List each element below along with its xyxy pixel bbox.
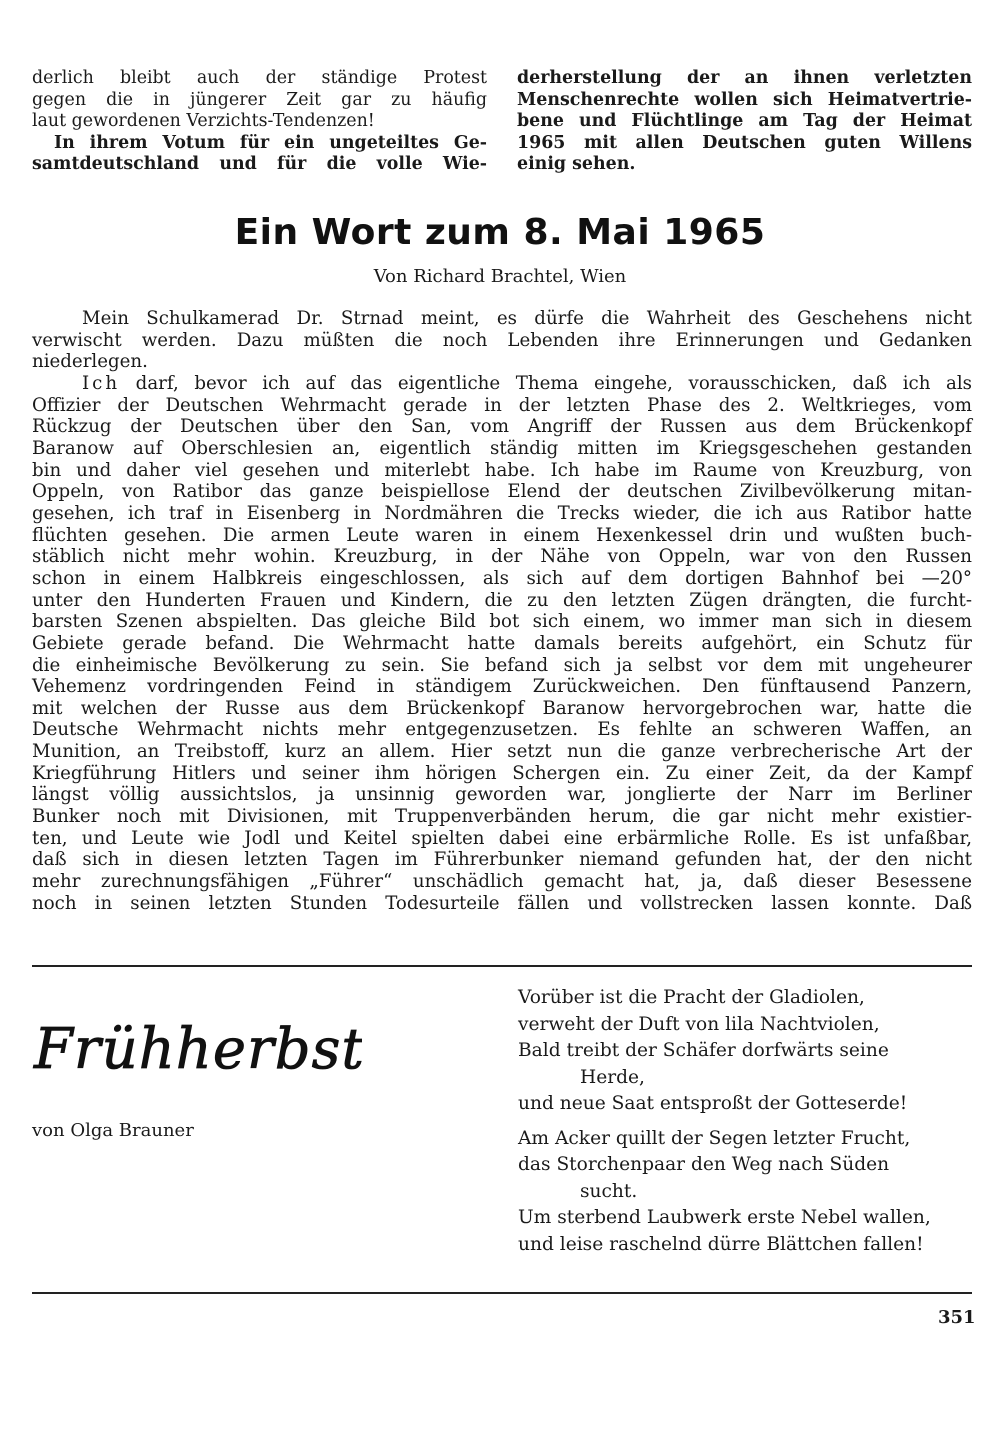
text-run: darf, bevor ich auf das eigentliche Thema eingehe, vorausschicken, daß ich als	[120, 372, 972, 394]
text-line: ten, und Leute wie Jodl und Keitel spielten dabei eine erbärmliche Rolle. Es ist unfaßbar,	[32, 827, 972, 849]
text-line: Mein Schulkamerad Dr. Strnad meint, es dürfe die Wahrheit des Geschehens nicht	[82, 308, 972, 329]
text-line-bold: Menschenrechte wollen sich Heimatvertrie-	[517, 89, 972, 110]
poem-line: und leise raschelnd dürre Blättchen fallen!	[518, 1233, 924, 1255]
poem-line: Um sterbend Laubwerk erste Nebel wallen,	[518, 1207, 931, 1228]
text-line: Munition, an Treibstoff, kurz an allem. Hier setzt nun die ganze verbrecherische Art der	[32, 741, 972, 763]
spaced-word: Ich	[82, 372, 121, 394]
text-line: längst völlig aussichtslos, ja unsinnig geworden war, jonglierte der Narr im Berliner	[32, 784, 972, 806]
text-line: mit welchen der Russe aus dem Brückenkopf Baranow hervorgebrochen war, hatte die	[32, 697, 972, 719]
poem-line: verweht der Duft von lila Nachtviolen,	[518, 1013, 880, 1035]
article-title: Ein Wort zum 8. Mai 1965	[234, 212, 766, 253]
article-byline: Von Richard Brachtel, Wien	[373, 266, 627, 287]
section-divider	[32, 965, 972, 967]
poem-line: Herde,	[580, 1066, 645, 1088]
text-line-bold: samtdeutschland und für die volle Wie-	[32, 154, 487, 175]
text-line: gesehen, ich traf in Eisenberg in Nordmähren die Trecks wieder, die ich aus Ratibor hatte	[32, 502, 972, 524]
poem-line: das Storchenpaar den Weg nach Süden	[518, 1154, 890, 1175]
text-line: schon in einem Halbkreis eingeschlossen, als sich auf dem dortigen Bahnhof bei —20°	[32, 567, 972, 589]
footer-divider	[32, 1292, 972, 1294]
text-line: Rückzug der Deutschen über den San, vom Angriff der Russen aus dem Brückenkopf	[32, 416, 972, 438]
poem-title-handwritten	[32, 1010, 362, 1090]
poem-line: Bald treibt der Schäfer dorfwärts seine	[518, 1040, 889, 1061]
text-line: daß sich in diesen letzten Tagen im Führerbunker niemand gefunden hat, der den nicht	[32, 849, 972, 871]
paragraph-1	[32, 308, 972, 373]
poem-author: von Olga Brauner	[32, 1120, 194, 1141]
text-line: noch in seinen letzten Stunden Todesurteile fällen und vollstrecken lassen konnte. Daß	[32, 892, 972, 914]
text-line: Bunker noch mit Divisionen, mit Truppenverbänden herum, die gar nicht mehr existier-	[32, 806, 972, 828]
poem-line: sucht.	[580, 1180, 638, 1202]
text-line: Oppeln, von Ratibor das ganze beispiellose Elend der deutschen Zivilbevölkerung mitan-	[32, 481, 972, 503]
text-line: mehr zurechnungsfähigen „Führer“ unschädlich gemacht hat, ja, daß dieser Besessene	[32, 871, 972, 893]
text-line: die einheimische Bevölkerung zu sein. Sie befand sich ja selbst vor dem mit ungeheurer	[32, 654, 972, 676]
text-line: Vehemenz vordringenden Feind in ständigem Zurückweichen. Den fünftausend Panzern,	[32, 676, 972, 698]
right-column	[517, 68, 972, 176]
text-line: Deutsche Wehrmacht nichts mehr entgegenzusetzen. Es fehlte an schweren Waffen, an	[32, 719, 972, 741]
poem-line: Am Acker quillt der Segen letzter Frucht,	[518, 1127, 911, 1149]
article-body	[32, 308, 972, 914]
text-line-bold: bene und Flüchtlinge am Tag der Heimat	[517, 111, 972, 132]
text-line	[32, 373, 972, 395]
poem-stanza-1	[518, 985, 978, 1118]
page-number: 351	[938, 1307, 976, 1328]
stanza-gap	[518, 1118, 978, 1126]
text-line-bold: 1965 mit allen Deutschen guten Willens	[517, 132, 972, 153]
poem-title-script	[32, 1010, 362, 1090]
poem-text	[518, 985, 978, 1258]
svg-text:Frühherbst: Frühherbst	[34, 1017, 362, 1082]
text-line: verwischt werden. Dazu müßten die noch Lebenden ihre Erinnerungen und Gedanken	[32, 329, 972, 351]
poem-line: Vorüber ist die Pracht der Gladiolen,	[518, 987, 865, 1008]
text-line: Kriegführung Hitlers und seiner ihm hörigen Schergen ein. Zu einer Zeit, da der Kampf	[32, 762, 972, 784]
left-column	[32, 68, 487, 176]
text-line: Offizier der Deutschen Wehrmacht gerade in der letzten Phase des 2. Weltkrieges, vom	[32, 394, 972, 416]
text-line: laut gewordenen Verzichts-Tendenzen!	[32, 111, 375, 132]
text-line: Baranow auf Oberschlesien an, eigentlich ständig mitten im Kriegsgeschehen gestanden	[32, 437, 972, 459]
poem-stanza-2	[518, 1126, 978, 1259]
text-line: gegen die in jüngerer Zeit gar zu häufig	[32, 89, 487, 110]
text-line: niederlegen.	[32, 351, 148, 373]
text-line: bin und daher viel gesehen und miterlebt habe. Ich habe im Raume von Kreuzburg, von	[32, 459, 972, 481]
paragraph-2	[32, 373, 972, 914]
text-line-bold: derherstellung der an ihnen verletzten	[517, 68, 972, 88]
text-line-bold: In ihrem Votum für ein ungeteiltes Ge-	[54, 132, 487, 153]
text-line: barsten Szenen abspielten. Das gleiche Bild bot sich einem, wo immer man sich in diesem	[32, 611, 972, 633]
text-line: Gebiete gerade befand. Die Wehrmacht hatte damals bereits aufgehört, ein Schutz für	[32, 632, 972, 654]
text-line: derlich bleibt auch der ständige Protest	[32, 68, 487, 88]
poem-line: und neue Saat entsproßt der Gotteserde!	[518, 1093, 908, 1114]
text-line: unter den Hunderten Frauen und Kindern, die zu den letzten Zügen drängten, die furcht-	[32, 589, 972, 611]
text-line: stäblich nicht mehr wohin. Kreuzburg, in der Nähe von Oppeln, war von den Russen	[32, 546, 972, 568]
text-line: flüchten gesehen. Die armen Leute waren in einem Hexenkessel drin und wußten buch-	[32, 524, 972, 546]
text-line-bold: einig sehen.	[517, 154, 636, 175]
